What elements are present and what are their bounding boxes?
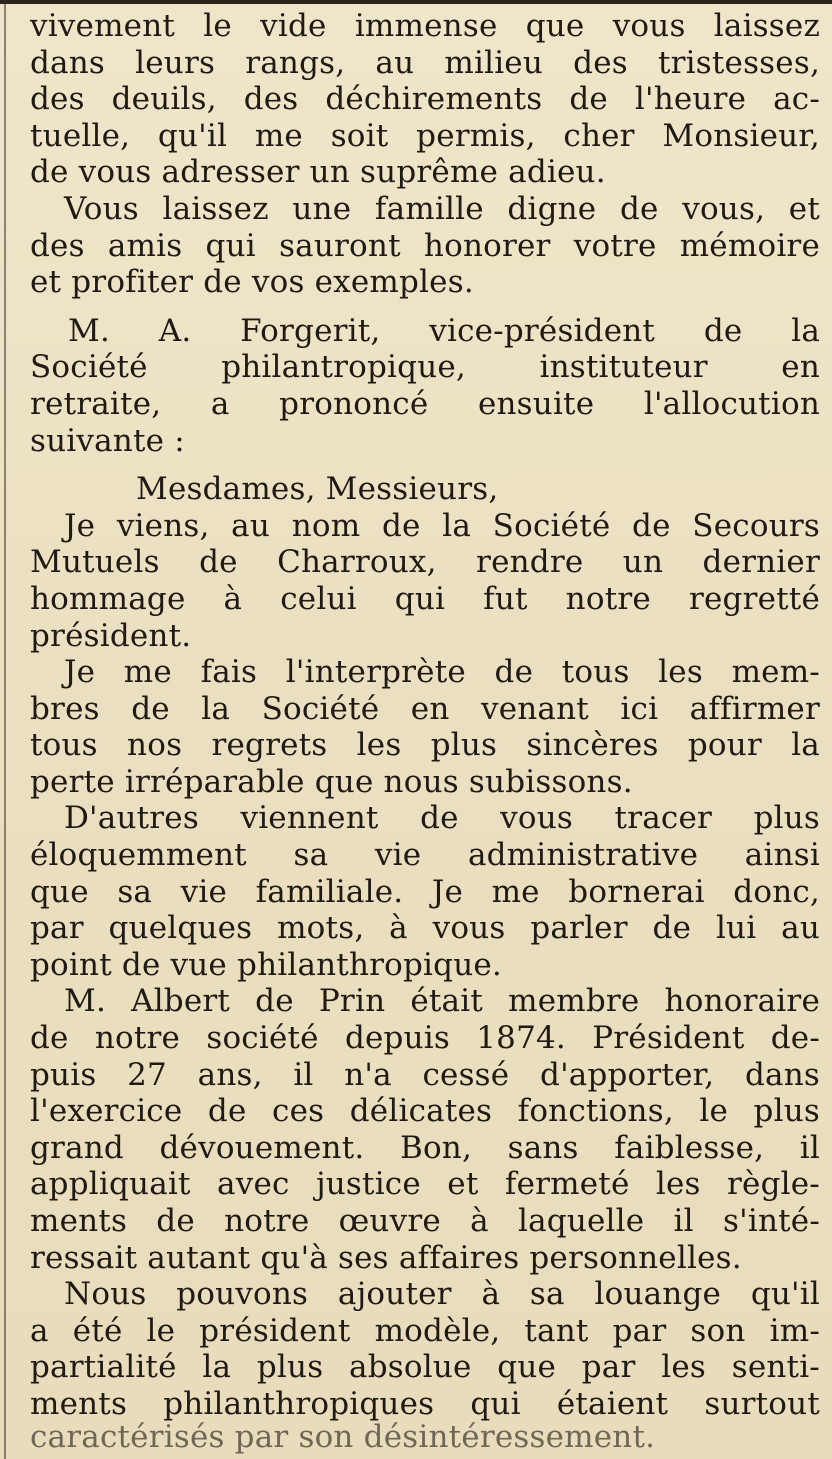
text-line: a été le président modèle, tant par son im- bbox=[30, 1312, 820, 1349]
text-line: M. Albert de Prin était membre honoraire bbox=[64, 983, 820, 1020]
text-line: éloquemment sa vie administrative ainsi bbox=[30, 837, 820, 874]
text-line: grand dévouement. Bon, sans faiblesse, il bbox=[30, 1129, 820, 1166]
text-line: retraite, a prononcé ensuite l'allocution bbox=[30, 385, 820, 422]
text-line-cut-off: caractérisés par son désintéressement. bbox=[30, 1418, 656, 1455]
paragraph-1 bbox=[30, 8, 820, 191]
text-line: suivante : bbox=[30, 422, 185, 459]
paragraph-4 bbox=[30, 654, 820, 800]
text-line: que sa vie familiale. Je me bornerai donc, bbox=[30, 873, 820, 910]
text-line: M. A. Forgerit, vice-président de la bbox=[68, 312, 820, 349]
paragraph-2 bbox=[30, 191, 820, 301]
text-line: vivement le vide immense que vous laissez bbox=[30, 8, 820, 44]
text-line: hommage à celui qui fut notre regretté bbox=[30, 580, 820, 617]
text-line: bres de la Société en venant ici affirmer bbox=[30, 690, 820, 727]
text-line: Je me fais l'interprète de tous les mem- bbox=[64, 654, 820, 691]
text-line: partialité la plus absolue que par les senti- bbox=[30, 1349, 820, 1386]
text-line: et profiter de vos exemples. bbox=[30, 264, 474, 301]
text-line: Mutuels de Charroux, rendre un dernier bbox=[30, 544, 820, 581]
text-line: président. bbox=[30, 617, 192, 654]
text-line: par quelques mots, à vous parler de lui au bbox=[30, 910, 820, 947]
text-line: ressait autant qu'à ses affaires personnelles. bbox=[30, 1239, 742, 1276]
text-line: puis 27 ans, il n'a cessé d'apporter, dans bbox=[30, 1056, 820, 1093]
text-line: des deuils, des déchirements de l'heure ac- bbox=[30, 81, 820, 118]
text-line: Vous laissez une famille digne de vous, et bbox=[64, 190, 820, 227]
paragraph-6 bbox=[30, 983, 820, 1276]
article-column bbox=[30, 8, 820, 1455]
paragraph-3 bbox=[30, 508, 820, 654]
paragraph-7 bbox=[30, 1276, 820, 1455]
text-line: Nous pouvons ajouter à sa louange qu'il bbox=[64, 1276, 820, 1313]
text-line: Je viens, au nom de la Société de Secours bbox=[64, 507, 820, 544]
text-line: de vous adresser un suprême adieu. bbox=[30, 154, 606, 191]
speaker-intro bbox=[30, 313, 820, 459]
text-line: D'autres viennent de vous tracer plus bbox=[64, 800, 820, 837]
text-line: dans leurs rangs, au milieu des tristesses, bbox=[30, 44, 820, 81]
paragraph-5 bbox=[30, 800, 820, 983]
text-line: de notre société depuis 1874. Président de- bbox=[30, 1020, 820, 1057]
paragraph-gap bbox=[30, 301, 820, 313]
text-line: des amis qui sauront honorer votre mémoire bbox=[30, 227, 820, 264]
left-column-rule bbox=[4, 0, 6, 1459]
text-line: tous nos regrets les plus sincères pour la bbox=[30, 727, 820, 764]
paragraph-gap bbox=[30, 459, 820, 471]
text-line: ments de notre œuvre à laquelle il s'inté- bbox=[30, 1203, 820, 1239]
text-line: perte irréparable que nous subissons. bbox=[30, 763, 633, 800]
text-line: appliquait avec justice et fermeté les règle- bbox=[30, 1166, 820, 1203]
text-line: l'exercice de ces délicates fonctions, le plus bbox=[30, 1093, 820, 1130]
text-line: Société philantropique, instituteur en bbox=[30, 349, 820, 386]
text-line: point de vue philanthropique. bbox=[30, 946, 502, 983]
text-line: ments philanthropiques qui étaient surtout bbox=[30, 1385, 820, 1422]
text-line: tuelle, qu'il me soit permis, cher Monsieur, bbox=[30, 117, 820, 154]
salutation: Mesdames, Messieurs, bbox=[136, 471, 499, 508]
top-column-rule bbox=[0, 0, 832, 4]
